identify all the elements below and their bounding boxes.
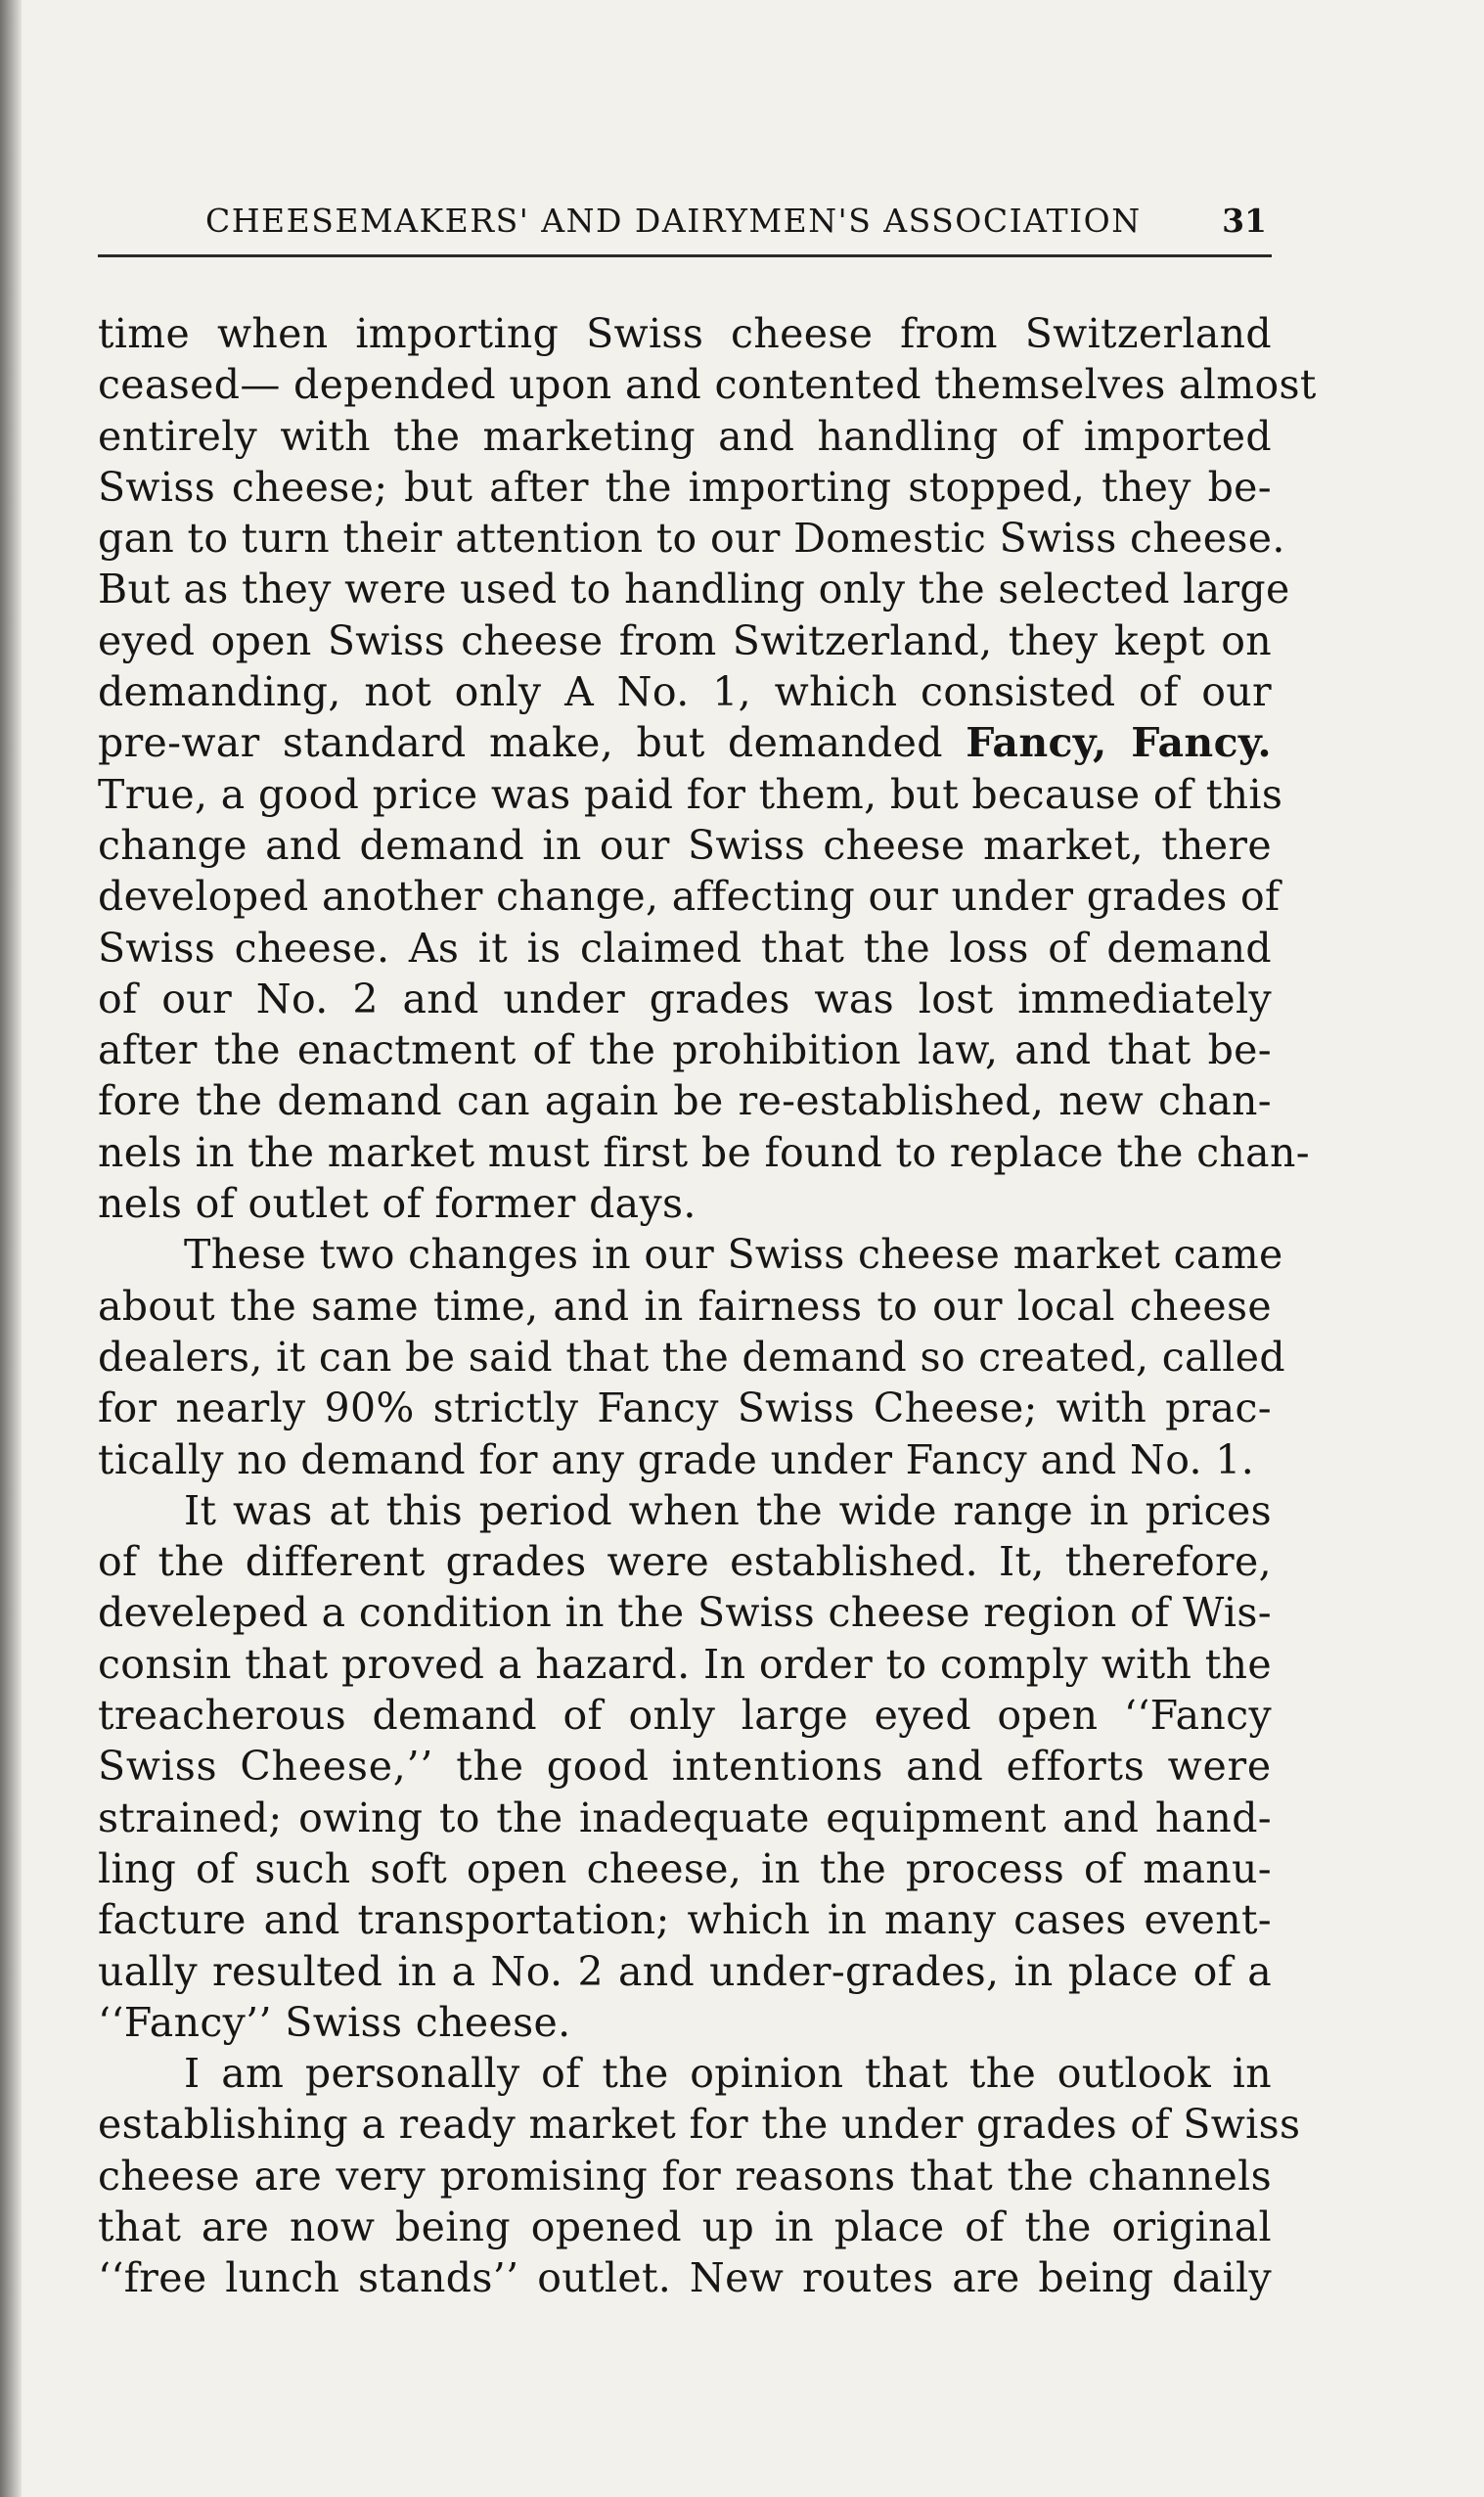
- text-line-part: pre-war standard make, but demanded: [98, 719, 967, 767]
- text-line: But as they were used to handling only the selected large: [98, 566, 1290, 613]
- text-line: Swiss Cheese,’’ the good intentions and efforts were: [98, 1743, 1272, 1791]
- text-line: establishing a ready market for the under grades of Swiss: [98, 2101, 1301, 2149]
- text-line: of the different grades were established. It, therefore,: [98, 1538, 1272, 1586]
- text-line: strained; owing to the inadequate equipment and hand-: [98, 1793, 1272, 1841]
- text-line: ceased— depended upon and contented themselves almost: [98, 361, 1317, 409]
- bold-text: Fancy, Fancy.: [966, 719, 1272, 767]
- running-head-title: CHEESEMAKERS' AND DAIRYMEN'S ASSOCIATION: [205, 202, 1142, 240]
- running-head: [98, 196, 1272, 257]
- text-line: after the enactment of the prohibition law, and that be-: [98, 1026, 1272, 1074]
- text-line: change and demand in our Swiss cheese market, there: [98, 821, 1272, 869]
- text-line: fore the demand can again be re-established, new chan-: [98, 1077, 1272, 1125]
- text-line: nels in the market must first be found to replace the chan-: [98, 1128, 1310, 1176]
- page-number: 31: [1222, 202, 1267, 240]
- text-line: develeped a condition in the Swiss cheese region of Wis-: [98, 1589, 1272, 1637]
- text-line: ‘‘Fancy’’ Swiss cheese.: [98, 1998, 571, 2046]
- text-line: demanding, not only A No. 1, which consisted of our: [98, 668, 1272, 716]
- text-line: for nearly 90% strictly Fancy Swiss Cheese; with prac-: [98, 1385, 1272, 1432]
- text-line: ually resulted in a No. 2 and under-grades, in place of a: [98, 1947, 1272, 1995]
- text-line: tically no demand for any grade under Fancy and No. 1.: [98, 1435, 1255, 1483]
- body-text: [98, 308, 1317, 2304]
- text-line: gan to turn their attention to our Domestic Swiss cheese.: [98, 515, 1285, 563]
- text-line: time when importing Swiss cheese from Switzerland: [98, 310, 1272, 357]
- text-line: dealers, it can be said that the demand so created, called: [98, 1333, 1285, 1381]
- text-line: ‘‘free lunch stands’’ outlet. New routes are being daily: [98, 2254, 1272, 2302]
- text-line: Swiss cheese; but after the importing stopped, they be-: [98, 463, 1272, 511]
- text-line: Swiss cheese. As it is claimed that the loss of demand: [98, 924, 1272, 972]
- text-line: It was at this period when the wide range in prices: [184, 1486, 1272, 1534]
- text-line: about the same time, and in fairness to our local cheese: [98, 1282, 1272, 1330]
- text-line: True, a good price was paid for them, but because of this: [98, 770, 1283, 818]
- text-line: treacherous demand of only large eyed open ‘‘Fancy: [98, 1692, 1272, 1740]
- text-line: ling of such soft open cheese, in the process of manu-: [98, 1844, 1272, 1892]
- book-page: [98, 196, 1317, 2446]
- text-line: I am personally of the opinion that the outlook in: [184, 2050, 1272, 2098]
- text-line: that are now being opened up in place of the original: [98, 2202, 1272, 2250]
- text-line: cheese are very promising for reasons that the channels: [98, 2152, 1272, 2200]
- text-line: eyed open Swiss cheese from Switzerland, they kept on: [98, 616, 1272, 664]
- text-line: consin that proved a hazard. In order to comply with the: [98, 1640, 1272, 1688]
- text-line: nels of outlet of former days.: [98, 1180, 697, 1228]
- text-line: of our No. 2 and under grades was lost immediately: [98, 975, 1272, 1022]
- text-line: entirely with the marketing and handling of imported: [98, 412, 1272, 460]
- text-line: developed another change, affecting our under grades of: [98, 873, 1281, 921]
- text-line: These two changes in our Swiss cheese market came: [184, 1231, 1283, 1279]
- text-line: [98, 717, 1272, 768]
- page-edge-shadow: [0, 0, 22, 2497]
- text-line: facture and transportation; which in many cases event-: [98, 1896, 1272, 1944]
